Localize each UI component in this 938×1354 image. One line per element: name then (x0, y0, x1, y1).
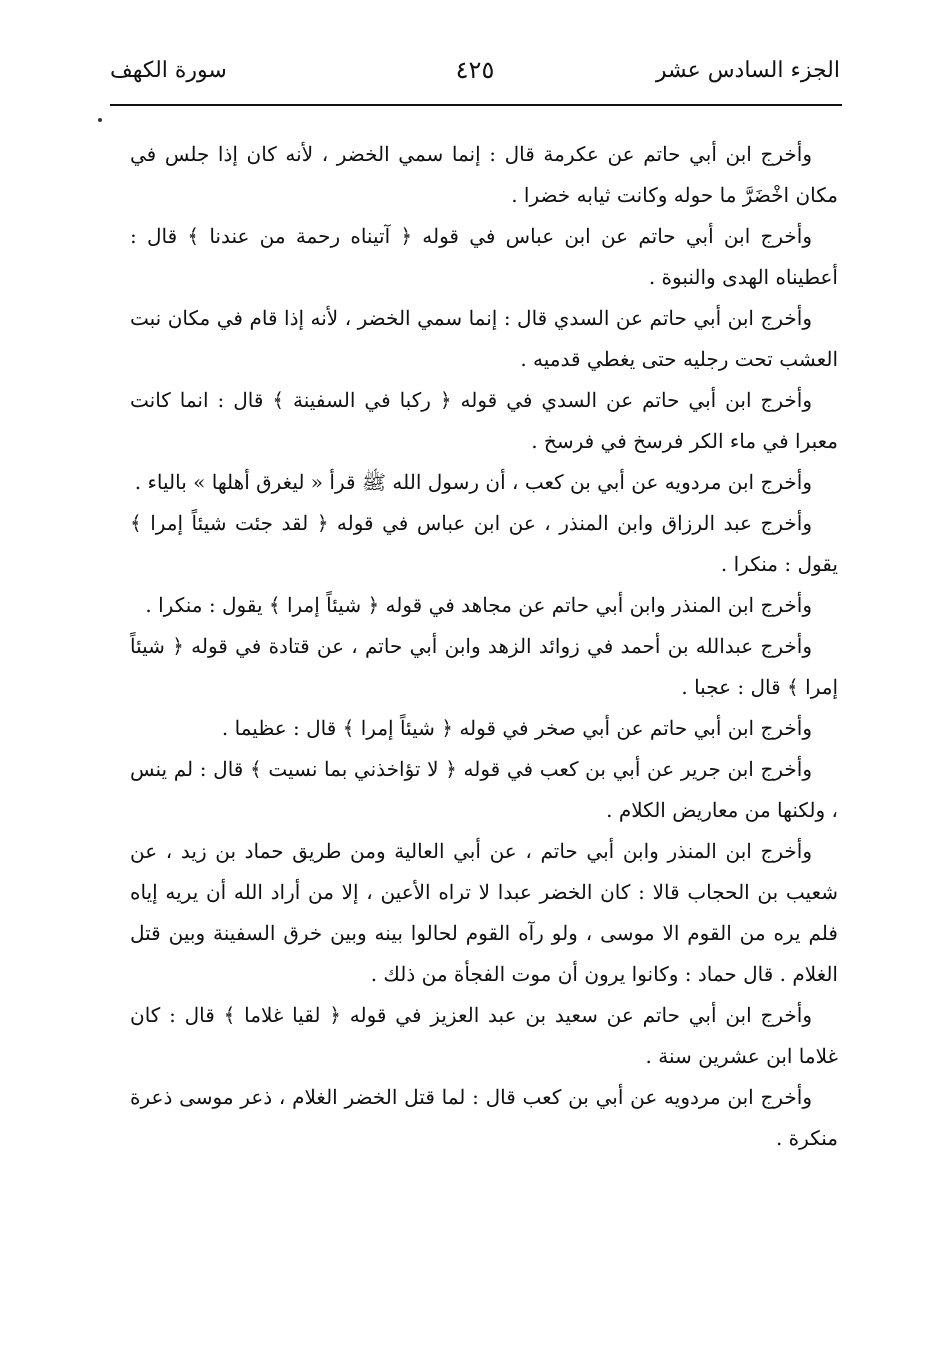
page-number: ٤٢٥ (455, 56, 495, 84)
paragraph-13: وأخرج ابن مردويه عن أبي بن كعب قال : لما قتل الخضر الغلام ، ذعر موسى ذعرة منكرة . (130, 1085, 838, 1150)
paragraph-6: وأخرج عبد الرزاق وابن المنذر ، عن ابن عباس في قوله ﴿ لقد جئت شيئاً إمرا ﴾ يقول : منكرا . (130, 511, 838, 576)
paragraph-3: وأخرج ابن أبي حاتم عن السدي قال : إنما سمي الخضر ، لأنه إذا قام في مكان نبت العشب تحت رجليه حتى يغطي قدميه . (130, 306, 838, 371)
paragraph-11: وأخرج ابن المنذر وابن أبي حاتم ، عن أبي العالية ومن طريق حماد بن زيد ، عن شعيب بن الحجاب قالا : كان الخضر عبدا لا تراه الأعين ، إلا من أراد الله أن يريه إياه فلم يره من القوم الا موسى ، ولو رآه القوم لحالوا بينه وبين خرق السفينة وبين قتل الغلام . قال حماد : وكانوا يرون أن موت الفجأة من ذلك . (130, 839, 838, 986)
paragraph-4: وأخرج ابن أبي حاتم عن السدي في قوله ﴿ ركبا في السفينة ﴾ قال : انما كانت معبرا في ماء الكر فرسخ في فرسخ . (130, 388, 838, 453)
surah-title: سورة الكهف (110, 58, 227, 83)
paragraph-12: وأخرج ابن أبي حاتم عن سعيد بن عبد العزيز في قوله ﴿ لقيا غلاما ﴾ قال : كان غلاما ابن عشرين سنة . (130, 1003, 838, 1068)
paragraph-9: وأخرج ابن أبي حاتم عن أبي صخر في قوله ﴿ شيئاً إمرا ﴾ قال : عظيما . (221, 716, 812, 740)
paragraph-5: وأخرج ابن مردويه عن أبي بن كعب ، أن رسول الله ﷺ قرأ « ليغرق أهلها » بالياء . (134, 470, 812, 494)
paragraph-8: وأخرج عبدالله بن أحمد في زوائد الزهد وابن أبي حاتم ، عن قتادة في قوله ﴿ شيئاً إمرا ﴾ قال : عجبا . (130, 634, 838, 699)
paragraph-1: وأخرج ابن أبي حاتم عن عكرمة قال : إنما سمي الخضر ، لأنه كان إذا جلس في مكان اخْضَرَّ ما حوله وكانت ثيابه خضرا . (130, 142, 838, 207)
part-title: الجزء السادس عشر (655, 58, 840, 83)
paragraph-7: وأخرج ابن المنذر وابن أبي حاتم عن مجاهد في قوله ﴿ شيئاً إمرا ﴾ يقول : منكرا . (145, 593, 812, 617)
text-body (130, 134, 838, 1159)
header-rule (110, 104, 842, 106)
margin-mark (98, 118, 102, 122)
page-header (110, 58, 840, 98)
paragraph-2: وأخرج ابن أبي حاتم عن ابن عباس في قوله ﴿ آتيناه رحمة من عندنا ﴾ قال : أعطيناه الهدى والنبوة . (130, 224, 838, 289)
paragraph-10: وأخرج ابن جرير عن أبي بن كعب في قوله ﴿ لا تؤاخذني بما نسيت ﴾ قال : لم ينس ، ولكنها من معاريض الكلام . (130, 757, 838, 822)
